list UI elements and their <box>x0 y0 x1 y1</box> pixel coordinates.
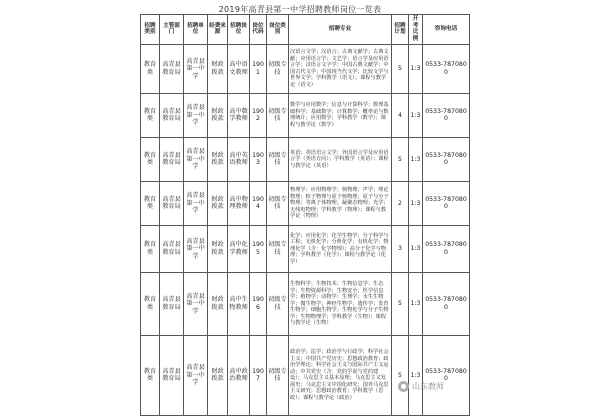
cell-type: 初级专技 <box>267 181 289 225</box>
cell-code: 1902 <box>250 93 267 137</box>
cell-plan: 5 <box>392 335 409 415</box>
table-row <box>141 44 470 93</box>
cell-category: 教育类 <box>141 181 160 225</box>
cell-ratio: 1:3 <box>409 44 423 93</box>
cell-post: 高中化学教师 <box>228 225 250 272</box>
recruitment-table <box>140 14 470 416</box>
header-dept: 主管部门 <box>160 15 184 45</box>
cell-unit: 高青县第一中学 <box>184 225 208 272</box>
cell-code: 1906 <box>250 272 267 335</box>
header-type: 岗位类别 <box>267 15 289 45</box>
cell-code: 1907 <box>250 335 267 415</box>
table-row <box>141 93 470 137</box>
cell-post: 高中英语教师 <box>228 137 250 181</box>
table-row <box>141 137 470 181</box>
cell-post: 高中政治教师 <box>228 335 250 415</box>
cell-unit: 高青县第一中学 <box>184 335 208 415</box>
cell-unit: 高青县第一中学 <box>184 93 208 137</box>
cell-category: 教育类 <box>141 93 160 137</box>
cell-fund: 财政拨款 <box>208 44 228 93</box>
watermark <box>398 379 444 393</box>
header-post: 招聘岗位 <box>228 15 250 45</box>
cell-phone: 0533-7870800 <box>423 181 470 225</box>
cell-plan: 2 <box>392 181 409 225</box>
cell-code: 1904 <box>250 181 267 225</box>
cell-unit: 高青县第一中学 <box>184 44 208 93</box>
header-ratio: 开考比例 <box>409 15 423 45</box>
cell-category: 教育类 <box>141 335 160 415</box>
cell-ratio: 1:3 <box>409 93 423 137</box>
cell-phone: 0533-7870800 <box>423 272 470 335</box>
cell-dept: 高青县教育局 <box>160 44 184 93</box>
cell-dept: 高青县教育局 <box>160 93 184 137</box>
cell-category: 教育类 <box>141 272 160 335</box>
cell-dept: 高青县教育局 <box>160 181 184 225</box>
cell-phone: 0533-7870800 <box>423 335 470 415</box>
cell-ratio: 1:3 <box>409 181 423 225</box>
cell-ratio: 1:3 <box>409 272 423 335</box>
cell-code: 1903 <box>250 137 267 181</box>
table-row <box>141 181 470 225</box>
cell-major: 汉语言文学；汉语言；古典文献学；古典文献；应用语言学；文艺学；语言学及应用语言学；汉语言文字学；中国古典文献学；中国古代文学；中国现当代文学；比较文学与世界文学；学科教学（语文）；课程与教学论（语文） <box>289 44 392 93</box>
cell-plan: 5 <box>392 44 409 93</box>
header-code: 岗位代码 <box>250 15 267 45</box>
cell-phone: 0533-7870800 <box>423 137 470 181</box>
cell-fund: 财政拨款 <box>208 181 228 225</box>
cell-post: 高中物理教师 <box>228 181 250 225</box>
header-plan: 招聘计划 <box>392 15 409 45</box>
header-unit: 招聘单位 <box>184 15 208 45</box>
cell-post: 高中数学教师 <box>228 93 250 137</box>
cell-fund: 财政拨款 <box>208 137 228 181</box>
table-row <box>141 335 470 415</box>
header-fund: 经费来源 <box>208 15 228 45</box>
cell-phone: 0533-7870800 <box>423 93 470 137</box>
cell-dept: 高青县教育局 <box>160 225 184 272</box>
cell-post: 高中语文教师 <box>228 44 250 93</box>
cell-type: 初级专技 <box>267 93 289 137</box>
cell-fund: 财政拨款 <box>208 335 228 415</box>
cell-type: 初级专技 <box>267 335 289 415</box>
cell-plan: 4 <box>392 93 409 137</box>
cell-unit: 高青县第一中学 <box>184 137 208 181</box>
cell-major: 英语；英语语言文学；外国语言学及应用语言学（英语方向）；学科教学（英语）；课程与教学论（英语） <box>289 137 392 181</box>
table-row <box>141 272 470 335</box>
cell-category: 教育类 <box>141 137 160 181</box>
wechat-logo-icon <box>398 381 409 392</box>
cell-plan: 5 <box>392 272 409 335</box>
cell-category: 教育类 <box>141 225 160 272</box>
cell-category: 教育类 <box>141 44 160 93</box>
header-row <box>141 15 470 45</box>
cell-unit: 高青县第一中学 <box>184 181 208 225</box>
cell-fund: 财政拨款 <box>208 225 228 272</box>
cell-major: 化学；应用化学；化学生物学；分子科学与工程；无机化学；分析化学；有机化学；物理化学（含：化学物理）；高分子化学与物理；学科教学（化学）；课程与教学论（化学） <box>289 225 392 272</box>
cell-phone: 0533-7870800 <box>423 44 470 93</box>
cell-major: 数学与应用数学；信息与计算科学；数理基础科学；基础数学；计算数学；概率论与数理统计；应用数学；学科教学（数学）；课程与教学论（数学） <box>289 93 392 137</box>
cell-phone: 0533-7870800 <box>423 225 470 272</box>
cell-dept: 高青县教育局 <box>160 335 184 415</box>
cell-fund: 财政拨款 <box>208 272 228 335</box>
header-phone: 咨询电话 <box>423 15 470 45</box>
cell-code: 1905 <box>250 225 267 272</box>
cell-major: 生物科学；生物技术；生物信息学；生态学；生物资源科学；生物安全；医学信息学；植物学；动物学；生理学；水生生物学；微生物学；神经生物学；遗传学；发育生物学；细胞生物学；生物化学与分子生物学；生物物理学；学科教学（生物）；课程与教学论（生物） <box>289 272 392 335</box>
cell-code: 1901 <box>250 44 267 93</box>
cell-major: 政治学；法学；政治学与行政学；科学社会主义；中国共产党历史；思想政治教育；政治学理论；科学社会主义与国际共产主义运动；中共党史（含：党的学说与党的建设）；马克思主义基本原理；马克思主义发展史；马克思主义中国化研究；国外马克思主义研究；思想政治教育；学科教学（思政）；课程与教学论（政治） <box>289 335 392 415</box>
cell-unit: 高青县第一中学 <box>184 272 208 335</box>
cell-type: 初级专技 <box>267 225 289 272</box>
table-row <box>141 225 470 272</box>
cell-ratio: 1:3 <box>409 137 423 181</box>
cell-dept: 高青县教育局 <box>160 272 184 335</box>
cell-type: 初级专技 <box>267 272 289 335</box>
cell-ratio: 1:3 <box>409 335 423 415</box>
cell-dept: 高青县教育局 <box>160 137 184 181</box>
document-title: 2019年高青县第一中学招聘教师岗位一览表 <box>218 5 382 14</box>
cell-ratio: 1:3 <box>409 225 423 272</box>
watermark-text: 山东教师 <box>412 381 444 391</box>
cell-plan: 5 <box>392 137 409 181</box>
cell-plan: 3 <box>392 225 409 272</box>
cell-type: 初级专技 <box>267 44 289 93</box>
cell-fund: 财政拨款 <box>208 93 228 137</box>
cell-type: 初级专技 <box>267 137 289 181</box>
cell-major: 物理学；应用物理学；核物理；声学；理论物理；粒子物理与原子核物理；原子与分子物理；等离子体物理；凝聚态物理；光学；无线电物理；学科教学（物理）；课程与教学论（物理） <box>289 181 392 225</box>
header-major: 招聘专业 <box>289 15 392 45</box>
header-category: 招聘类别 <box>141 15 160 45</box>
cell-post: 高中生物教师 <box>228 272 250 335</box>
